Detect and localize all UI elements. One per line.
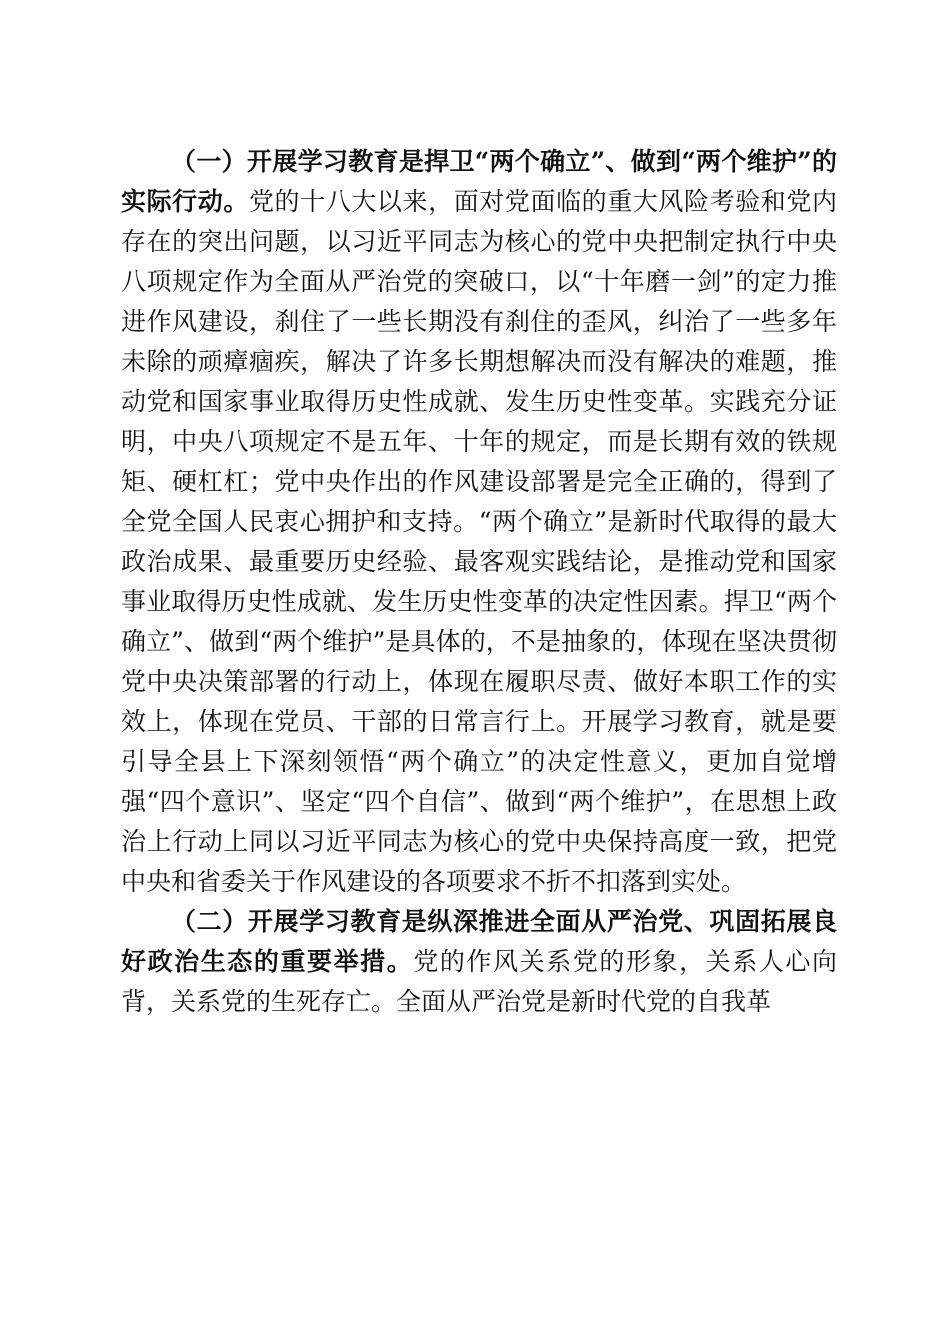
paragraph-1-heading: （一）开展学习教育是捍卫“两个确立”、做到“两个维护”的实际行动。: [121, 147, 837, 216]
paragraph-1: [121, 142, 837, 902]
paragraph-2-heading: （二）开展学习教育是纵深推进全面从严治党、巩固拓展良好政治生态的重要举措。: [121, 907, 837, 976]
paragraph-2-text: 党的作风关系党的形象，关系人心向背，关系党的生死存亡。全面从严治党是新时代党的自我革: [121, 947, 837, 1016]
paragraph-2: [121, 902, 837, 1022]
document-body: [121, 142, 837, 1022]
paragraph-1-text: 党的十八大以来，面对党面临的重大风险考验和党内存在的突出问题，以习近平同志为核心的党中央把制定执行中央八项规定作为全面从严治党的突破口，以“十年磨一剑”的定力推进作风建设，刹住了一些长期没有刹住的歪风，纠治了一些多年未除的顽瘴痼疾，解决了许多长期想解决而没有解决的难题，推动党和国家事业取得历史性成就、发生历史性变革。实践充分证明，中央八项规定不是五年、十年的规定，而是长期有效的铁规矩、硬杠杠；党中央作出的作风建设部署是完全正确的，得到了全党全国人民衷心拥护和支持。“两个确立”是新时代取得的最大政治成果、最重要历史经验、最客观实践结论，是推动党和国家事业取得历史性成就、发生历史性变革的决定性因素。捍卫“两个确立”、做到“两个维护”是具体的，不是抽象的，体现在坚决贯彻党中央决策部署的行动上，体现在履职尽责、做好本职工作的实效上，体现在党员、干部的日常言行上。开展学习教育，就是要引导全县上下深刻领悟“两个确立”的决定性意义，更加自觉增强“四个意识”、坚定“四个自信”、做到“两个维护”，在思想上政治上行动上同以习近平同志为核心的党中央保持高度一致，把党中央和省委关于作风建设的各项要求不折不扣落到实处。: [121, 187, 837, 896]
